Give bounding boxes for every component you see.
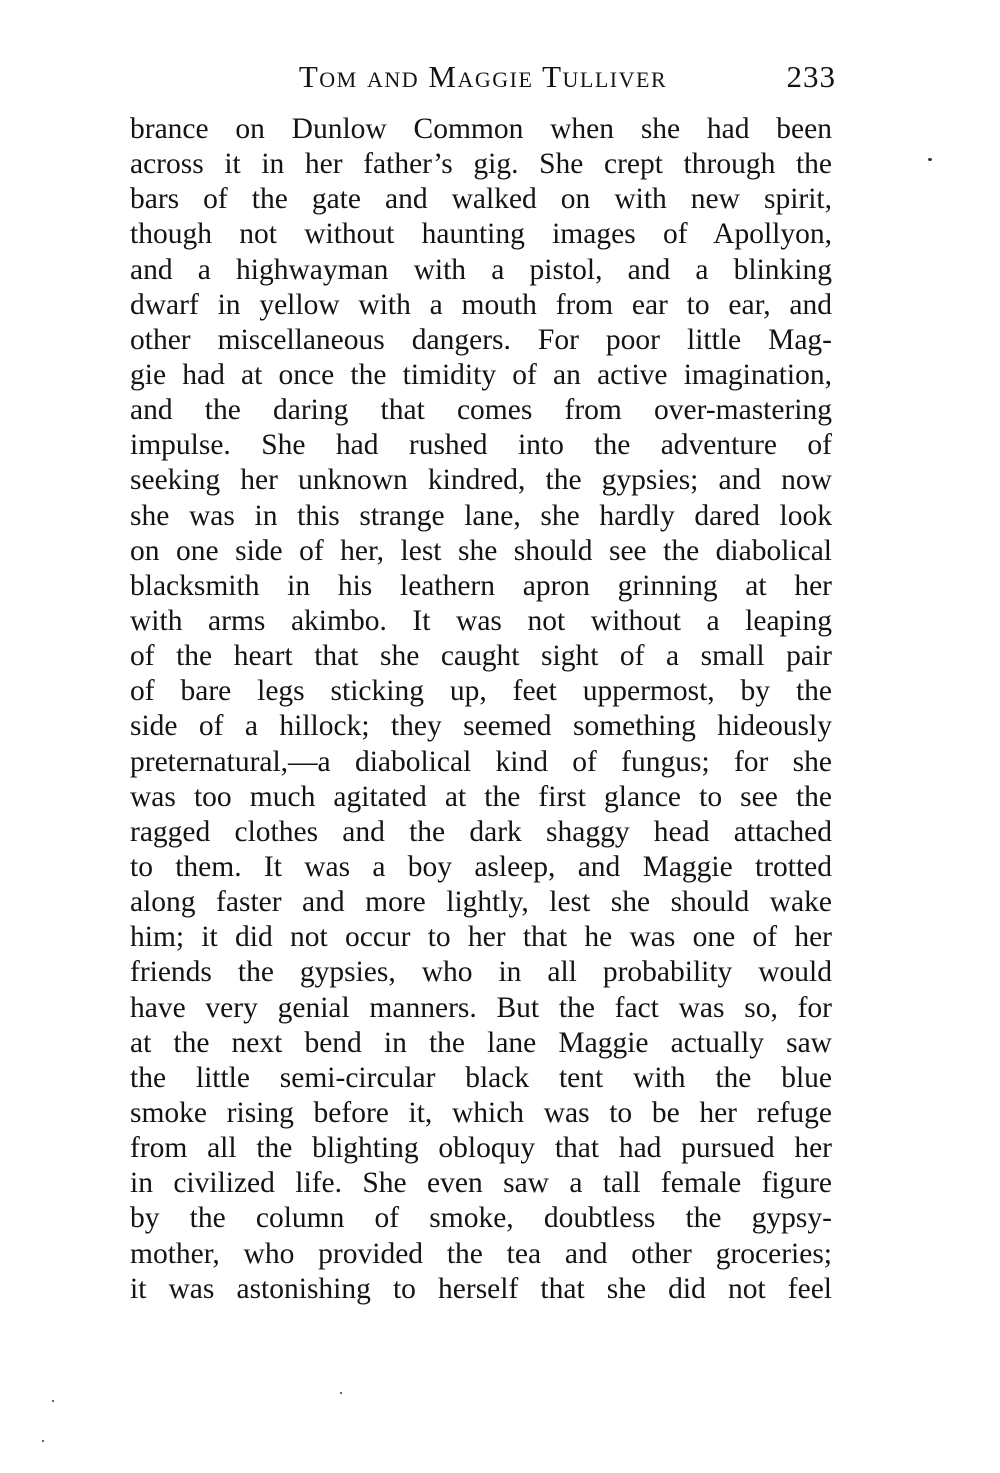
text-line: side of a hillock; they seemed something hideously [130, 710, 832, 743]
text-line: of the heart that she caught sight of a small pair [130, 640, 832, 673]
text-line: it was astonishing to herself that she did not feel [130, 1272, 832, 1305]
scan-speck [42, 1440, 44, 1442]
text-line: smoke rising before it, which was to be her refuge [130, 1096, 832, 1129]
scan-speck [928, 158, 932, 161]
text-line: dwarf in yellow with a mouth from ear to ear, and [130, 288, 832, 321]
text-line: she was in this strange lane, she hardly dared look [130, 499, 832, 532]
text-line: with arms akimbo. It was not without a leaping [130, 604, 832, 637]
text-line: of bare legs sticking up, feet uppermost, by the [130, 675, 832, 708]
text-line: brance on Dunlow Common when she had been [130, 113, 832, 145]
text-line: blacksmith in his leathern apron grinning at her [130, 569, 832, 602]
text-line: was too much agitated at the first glance to see the [130, 780, 832, 813]
text-line: though not without haunting images of Apollyon, [130, 218, 832, 251]
text-line: the little semi-circular black tent with the blue [130, 1061, 832, 1094]
text-line: gie had at once the timidity of an active imagination, [130, 358, 832, 391]
body-text [130, 112, 832, 1307]
text-line: him; it did not occur to her that he was one of her [130, 921, 832, 954]
text-line: at the next bend in the lane Maggie actually saw [130, 1026, 832, 1059]
text-line: mother, who provided the tea and other groceries; [130, 1237, 832, 1270]
text-line: other miscellaneous dangers. For poor little Mag- [130, 323, 832, 356]
text-line: in civilized life. She even saw a tall female figure [130, 1167, 832, 1200]
running-title: Tom and Maggie Tulliver [298, 59, 668, 94]
scan-speck [340, 1392, 342, 1394]
text-line: ragged clothes and the dark shaggy head attached [130, 815, 832, 848]
text-line: have very genial manners. But the fact was so, for [130, 991, 832, 1024]
text-line: preternatural,—a diabolical kind of fungus; for she [130, 745, 832, 778]
text-line: friends the gypsies, who in all probability would [130, 956, 832, 989]
text-line: impulse. She had rushed into the adventure of [130, 429, 832, 462]
scan-speck [52, 1400, 54, 1402]
page-number: 233 [786, 59, 836, 94]
text-line: to them. It was a boy asleep, and Maggie trotted [130, 850, 832, 883]
text-line: seeking her unknown kindred, the gypsies; and now [130, 464, 832, 497]
text-line: by the column of smoke, doubtless the gypsy- [130, 1202, 832, 1235]
text-line: across it in her father’s gig. She crept through the [130, 148, 832, 181]
text-line: from all the blighting obloquy that had pursued her [130, 1132, 832, 1165]
text-line: on one side of her, lest she should see the diabolical [130, 534, 832, 567]
text-line: bars of the gate and walked on with new spirit, [130, 183, 832, 216]
text-line: along faster and more lightly, lest she should wake [130, 886, 832, 919]
text-line: and the daring that comes from over-mastering [130, 394, 832, 427]
running-head [130, 57, 836, 101]
text-line: and a highwayman with a pistol, and a blinking [130, 253, 832, 286]
